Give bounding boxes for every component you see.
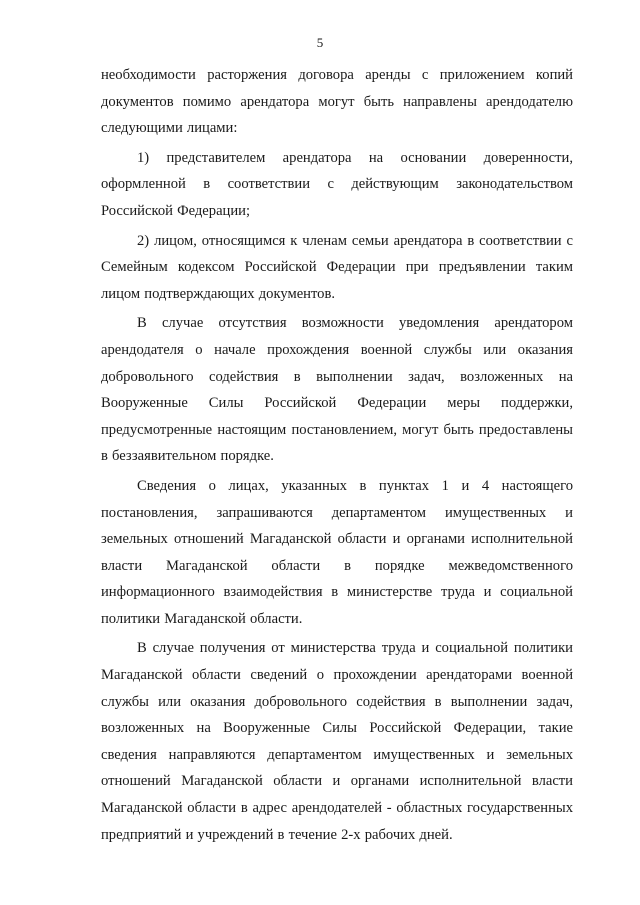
paragraph-notification: В случае отсутствия возможности уведомления арендатором арендодателя о начале прохождения военной службы или оказания добровольного содействия в выполнении задач, возложенных на Вооруженные Силы Российской Федерации меры поддержки, предусмотренные настоящим постановлением, могут быть предоставлены в беззаявительном порядке. bbox=[101, 315, 573, 465]
paragraph-continuation: необходимости расторжения договора аренды с приложением копий документов помимо арендатора могут быть направлены арендодателю следующими лицами: bbox=[101, 67, 573, 137]
paragraph-item-2: 2) лицом, относящимся к членам семьи арендатора в соответствии с Семейным кодексом Российской Федерации при предъявлении таким лицом подтверждающих документов. bbox=[101, 232, 573, 302]
paragraph-item-1: 1) представителем арендатора на основании доверенности, оформленной в соответствии с действующим законодательством Российской Федерации; bbox=[101, 149, 573, 219]
paragraph-information-forwarding: В случае получения от министерства труда и социальной политики Магаданской области сведений о прохождении арендаторами военной службы или оказания добровольного содействия в выполнении задач, возложенных на Вооруженные Силы Российской Федерации, такие сведения направляются департаментом имущественных и земельных отношений Магаданской области и органами исполнительной власти Магаданской области в адрес арендодателей - областных государственных предприятий и учреждений в течение 2-х рабочих дней. bbox=[101, 640, 573, 843]
page-number: 5 bbox=[316, 35, 324, 50]
document-body bbox=[101, 62, 573, 848]
paragraph-information-request: Сведения о лицах, указанных в пунктах 1 и 4 настоящего постановления, запрашиваются департаментом имущественных и земельных отношений Магаданской области и органами исполнительной власти Магаданской области в порядке межведомственного информационного взаимодействия в министерстве труда и социальной политики Магаданской области. bbox=[101, 477, 573, 627]
